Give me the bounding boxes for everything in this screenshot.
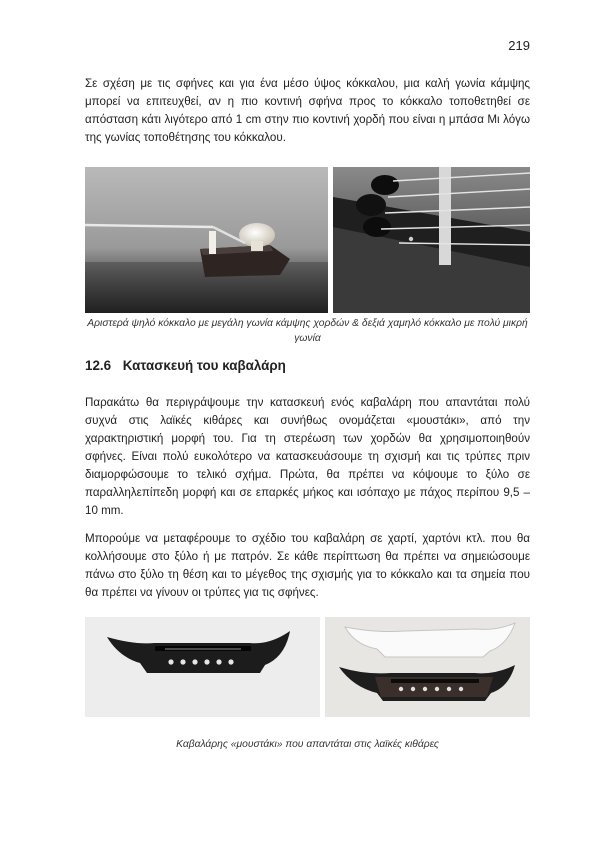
- section-heading: [85, 358, 286, 373]
- paragraph-saddle-angle: Σε σχέση με τις σφήνες και για ένα μέσο ύψος κόκκαλου, μια καλή γωνία κάμψης μπορεί να επιτευχθεί, αν η πιο κοντινή σφήνα προς το κόκκαλο τοποθετηθεί σε απόσταση κάτι λιγότερο από 1 cm στην πιο κοντινή χορδή που είναι η μπάσα Μι λόγω της γωνίας τοποθέτησης του κόκκαλου.: [85, 77, 530, 144]
- photo-tall-saddle: [85, 167, 328, 313]
- figure-caption-saddle-angles: Αριστερά ψηλό κόκκαλο με μεγάλη γωνία κάμψης χορδών & δεξιά χαμηλό κόκκαλο με πολύ μικρή γωνία: [87, 318, 528, 344]
- photo-mustache-bridge: [85, 617, 320, 717]
- section-title: Κατασκευή του καβαλάρη: [122, 358, 286, 373]
- photo-low-saddle: [333, 167, 530, 313]
- paragraph-bridge-construction: Παρακάτω θα περιγράψουμε την κατασκευή ενός καβαλάρη που απαντάται πολύ συχνά στις λαϊκές κιθάρες και συνήθως ονομάζεται «μουστάκι», από την χαρακτηριστική μορφή του. Για τη στερέωση των χορδών θα χρησιμοποιηθούν σφήνες. Είναι πολύ ευκολότερο να κατασκευάσουμε τη σχισμή και τις τρύπες πριν διαμορφώσουμε το τελικό σχήμα. Πρώτα, θα πρέπει να κόψουμε το ξύλο σε παραλληλεπίπεδη μορφή και σε επαρκές μήκος και ισόπαχο με πάχος περίπου 9,5 – 10 mm.: [85, 396, 530, 517]
- paragraph-template-transfer: Μπορούμε να μεταφέρουμε το σχέδιο του καβαλάρη σε χαρτί, χαρτόνι κτλ. που θα κολλήσουμε στο ξύλο ή με πατρόν. Σε κάθε περίπτωση θα πρέπει να σημειώσουμε πάνω στο ξύλο τη θέση και το μέγεθος της σχισμής για το κόκκαλο και τα σημεία που θα πρέπει να γίνουν οι τρύπες για τις σφήνες.: [85, 532, 530, 599]
- section-number: 12.6: [85, 358, 112, 373]
- photo-bridge-template: [325, 617, 530, 717]
- page-number: 219: [508, 38, 530, 53]
- figure-caption-mustache-bridge: Καβαλάρης «μουστάκι» που απαντάται στις λαϊκές κιθάρες: [176, 739, 439, 750]
